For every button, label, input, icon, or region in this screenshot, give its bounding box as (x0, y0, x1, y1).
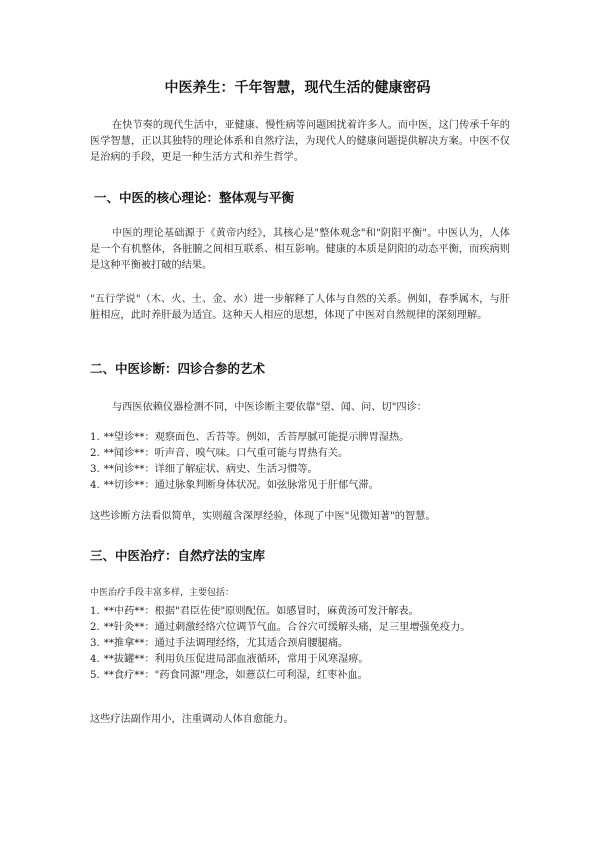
list-item-text: **食疗**："药食同源"理念，如薏苡仁可利湿，红枣补血。 (103, 670, 368, 681)
list-item-text: **望诊**：观察面色、舌苔等。例如，舌苔厚腻可能提示脾胃湿热。 (103, 432, 410, 443)
list-item-number: 1. (90, 606, 100, 617)
section-2-heading: 二、中医诊断：四诊合参的艺术 (90, 361, 266, 376)
list-item-number: 5. (90, 670, 100, 681)
section-3-paragraph-1: 中医治疗手段丰富多样，主要包括： (90, 588, 235, 598)
list-item-number: 2. (90, 622, 100, 633)
document-title: 中医养生：千年智慧，现代生活的健康密码 (164, 80, 431, 96)
list-item-number: 2. (90, 448, 100, 459)
list-item-text: **切诊**：通过脉象判断身体状况。如弦脉常见于肝郁气滞。 (103, 480, 379, 491)
list-item-number: 3. (90, 464, 100, 475)
section-3-list (90, 604, 510, 684)
section-1-paragraph-1: 中医的理论基础源于《黄帝内经》，其核心是"整体观念"和"阴阳平衡"。中医认为，人体是一个有机整体，各脏腑之间相互联系、相互影响。健康的本质是阴阳的动态平衡，而疾病则是这种平衡被打破的结果。 (90, 228, 510, 271)
list-item-number: 1. (90, 432, 100, 443)
list-item-number: 4. (90, 480, 100, 491)
list-item-text: **针灸**：通过刺激经络穴位调节气血。合谷穴可缓解头痛，足三里增强免疫力。 (103, 622, 471, 633)
list-item-text: **拔罐**：利用负压促进局部血液循环，常用于风寒湿痹。 (103, 654, 369, 665)
section-1-paragraph-2: "五行学说"（木、火、土、金、水）进一步解释了人体与自然的关系。例如，春季属木，与肝脏相应，此时养肝最为适宜。这种天人相应的思想，体现了中医对自然规律的深刻理解。 (90, 294, 510, 321)
list-item-text: **推拿**：通过手法调理经络，尤其适合颈肩腰腿痛。 (103, 638, 349, 649)
section-2-paragraph-1: 与西医依赖仪器检测不同，中医诊断主要依靠"望、闻、问、切"四诊： (112, 402, 427, 413)
section-2-paragraph-2: 这些诊断方法看似简单，实则蕴含深厚经验，体现了中医"见微知著"的智慧。 (90, 511, 436, 522)
list-item-number: 3. (90, 638, 100, 649)
list-item (90, 430, 510, 446)
list-item-text: **问诊**：详细了解症状、病史、生活习惯等。 (103, 464, 318, 475)
list-item (90, 636, 510, 652)
list-item (90, 446, 510, 462)
list-item (90, 620, 510, 636)
section-3-heading: 三、中医治疗：自然疗法的宝库 (90, 548, 266, 563)
list-item (90, 462, 510, 478)
list-item-text: **闻诊**：听声音、嗅气味。口气重可能与胃热有关。 (103, 448, 349, 459)
section-1-heading: 一、中医的核心理论：整体观与平衡 (94, 190, 295, 205)
list-item-number: 4. (90, 654, 100, 665)
list-item (90, 652, 510, 668)
section-2-list (90, 430, 510, 494)
list-item (90, 478, 510, 494)
section-3-paragraph-2: 这些疗法副作用小，注重调动人体自愈能力。 (90, 714, 294, 725)
intro-paragraph: 在快节奏的现代生活中，亚健康、慢性病等问题困扰着许多人。而中医，这门传承千年的医学智慧，正以其独特的理论体系和自然疗法，为现代人的健康问题提供解决方案。中医不仅是治病的手段，更是一种生活方式和养生哲学。 (90, 120, 510, 163)
list-item-text: **中药**：根据"君臣佐使"原则配伍。如感冒时，麻黄汤可发汗解表。 (103, 606, 419, 617)
list-item (90, 668, 510, 684)
list-item (90, 604, 510, 620)
